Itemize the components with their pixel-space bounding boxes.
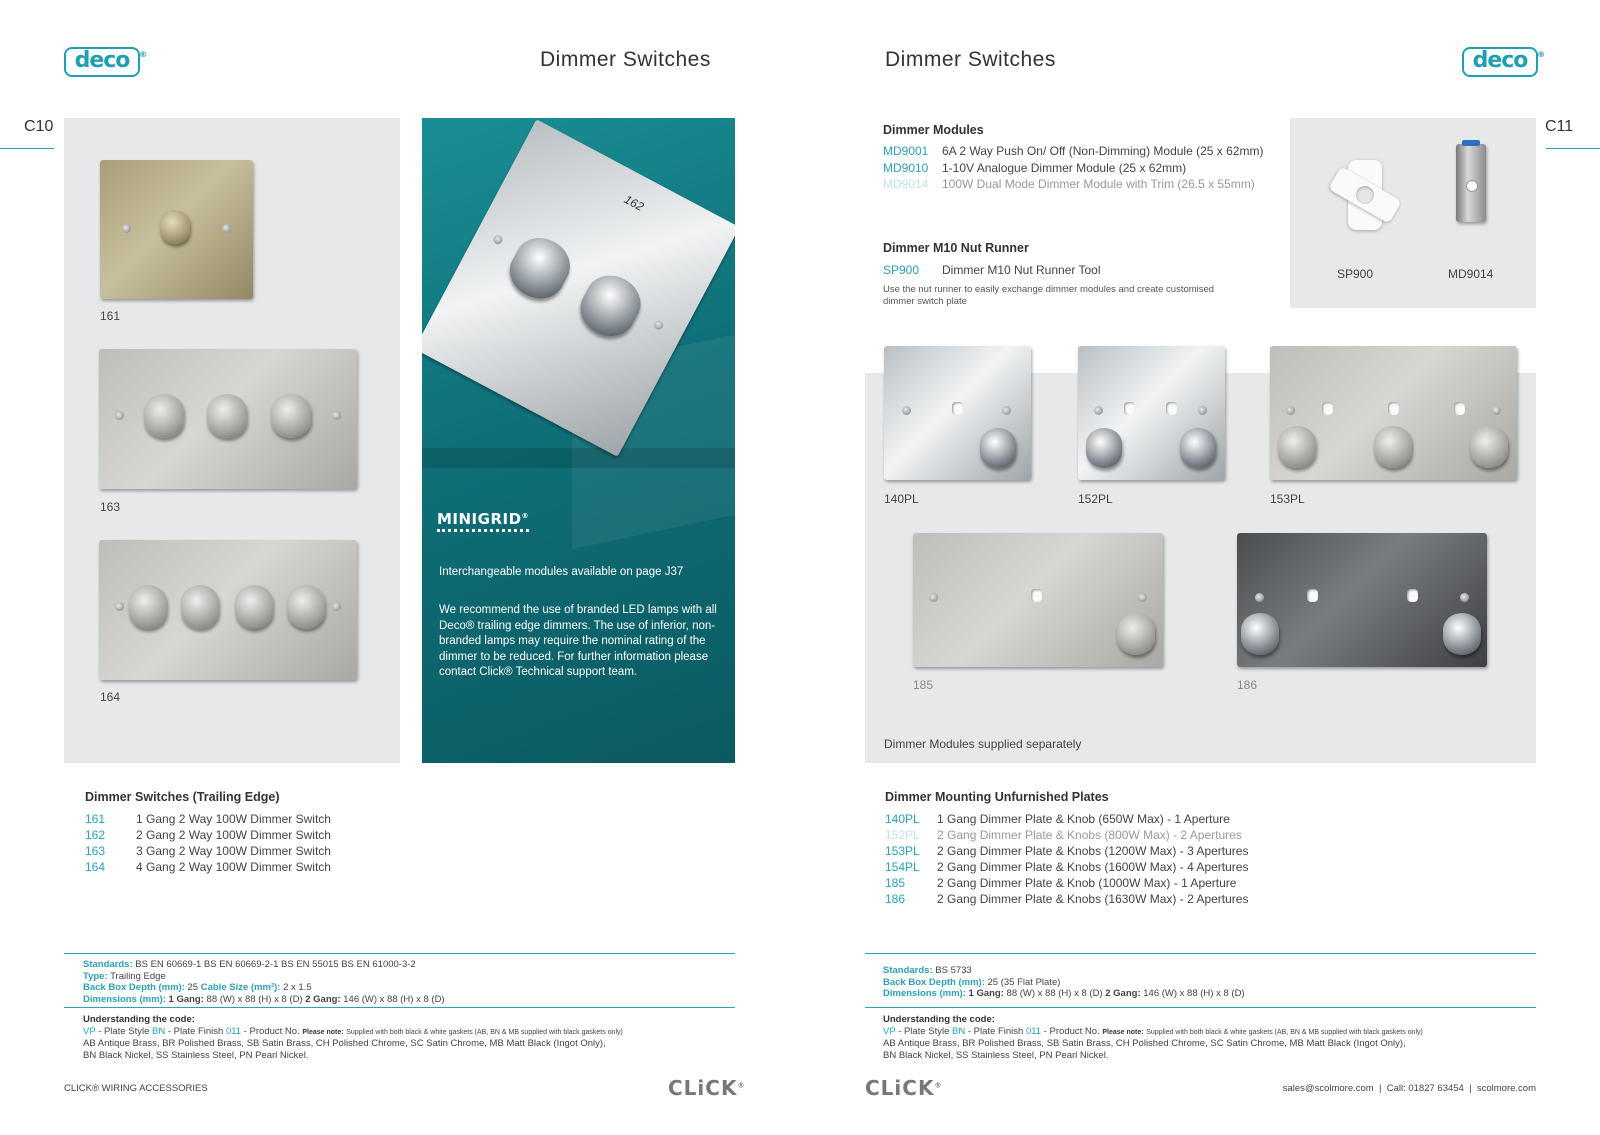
product-desc: 4 Gang 2 Way 100W Dimmer Switch (136, 860, 331, 874)
product-desc: 2 Gang 2 Way 100W Dimmer Switch (136, 828, 331, 842)
legend-title: Understanding the code: (83, 1014, 195, 1025)
knob-icon (980, 428, 1016, 468)
spec-rule-top-left (64, 953, 735, 954)
legend-code: VP (883, 1025, 896, 1037)
knob-icon (144, 394, 184, 438)
aperture-icon (1031, 589, 1042, 602)
product-code: 186 (885, 892, 906, 906)
product-row (885, 828, 1242, 842)
page-title-left: Dimmer Switches (540, 48, 711, 71)
knob-icon (1086, 428, 1122, 468)
screw-icon (1286, 406, 1295, 415)
minigrid-text: MINIGRID (437, 510, 522, 528)
spec-value: 2 x 1.5 (283, 982, 312, 993)
aperture-icon (1307, 589, 1318, 602)
legend-code: VP (83, 1025, 96, 1037)
product-desc: 1 Gang Dimmer Plate & Knob (650W Max) - 1 Aperture (937, 812, 1230, 826)
screw-icon (115, 602, 124, 611)
knob-icon (235, 585, 273, 629)
aperture-icon (1124, 402, 1135, 415)
screw-icon (332, 602, 341, 611)
legend-note: Supplied with both black & white gaskets (AB, BN & MB supplied with black gaskets only) (346, 1028, 623, 1036)
knob-icon (1470, 426, 1508, 468)
click-logo-left (668, 1076, 745, 1100)
product-desc: 2 Gang Dimmer Plate & Knobs (800W Max) - 2 Apertures (937, 828, 1242, 842)
legend-text: - Plate Finish (965, 1025, 1026, 1037)
caption-sp900: SP900 (1337, 267, 1374, 281)
minigrid-reg: ® (521, 512, 530, 520)
product-row (885, 876, 1236, 890)
code-legend-right (883, 1014, 1423, 1061)
product-image-161 (100, 160, 253, 299)
caption-185: 185 (913, 678, 934, 692)
spec-value: 146 (W) x 88 (H) x 8 (D) (343, 993, 445, 1005)
product-row (885, 812, 1230, 826)
page-number-right: C11 (1545, 118, 1574, 135)
spec-value: 25 (187, 982, 199, 993)
caption-152pl: 152PL (1078, 492, 1113, 506)
deco-logo-left (64, 47, 146, 77)
runner-title: Dimmer M10 Nut Runner (883, 241, 1029, 255)
legend-code: 011 (225, 1025, 242, 1037)
screw-icon (332, 411, 341, 420)
screw-icon (1094, 406, 1103, 415)
legend-finishes-2: BN Black Nickel, SS Stainless Steel, PN Pearl Nickel. (83, 1049, 309, 1061)
caption-153pl: 153PL (1270, 492, 1305, 506)
product-desc: 1-10V Analogue Dimmer Module (25 x 62mm) (942, 161, 1187, 175)
legend-note: Supplied with both black & white gaskets (AB, BN & MB supplied with black gaskets only) (1146, 1028, 1423, 1036)
product-code: 154PL (885, 860, 920, 874)
caption-md9014: MD9014 (1448, 267, 1494, 281)
screw-icon (929, 593, 938, 602)
screw-icon (115, 411, 124, 420)
screw-icon (1492, 406, 1501, 415)
spec-sublabel: 2 Gang: (1105, 988, 1141, 999)
spec-value: BS EN 60669-1 BS EN 60669-2-1 BS EN 55015 BS EN 61000-3-2 (135, 959, 416, 970)
product-image-185 (913, 533, 1163, 667)
product-desc: Dimmer M10 Nut Runner Tool (942, 263, 1101, 277)
legend-finishes-1: AB Antique Brass, BR Polished Brass, SB Satin Brass, CH Polished Chrome, SC Satin Chrome, MB Matt Black (Ingot Only), (883, 1038, 1406, 1049)
modules-panel (1290, 118, 1536, 308)
promo-panel (422, 118, 735, 763)
spec-block-right (883, 965, 1245, 1000)
knob-icon (287, 585, 325, 629)
product-image-153pl (1270, 346, 1517, 480)
product-image-163 (99, 349, 357, 489)
spec-value: 25 (35 Flat Plate) (987, 976, 1061, 988)
logo-text: deco (74, 48, 130, 73)
knob-icon (1374, 426, 1412, 468)
product-desc: 3 Gang 2 Way 100W Dimmer Switch (136, 844, 331, 858)
footer-left: CLICK® WIRING ACCESSORIES (64, 1083, 208, 1094)
product-desc: 2 Gang Dimmer Plate & Knobs (1200W Max) - 3 Apertures (937, 844, 1249, 858)
product-code: 162 (85, 828, 106, 842)
click-text: CLiCK (865, 1076, 935, 1100)
aperture-icon (1322, 402, 1333, 415)
legend-text: - Plate Style (895, 1025, 953, 1037)
product-desc: 6A 2 Way Push On/ Off (Non-Dimming) Module (25 x 62mm) (942, 144, 1264, 158)
page-rule-right (1546, 148, 1600, 149)
knob-icon (1117, 613, 1155, 655)
spec-label: Standards: (83, 959, 133, 970)
page-number-left: C10 (24, 118, 54, 135)
knob-icon (160, 210, 190, 244)
product-desc: 1 Gang 2 Way 100W Dimmer Switch (136, 812, 331, 826)
spec-block-left (83, 959, 445, 1005)
product-desc: 2 Gang Dimmer Plate & Knobs (1630W Max) - 2 Apertures (937, 892, 1249, 906)
product-code: MD9010 (883, 161, 929, 175)
product-desc: 2 Gang Dimmer Plate & Knob (1000W Max) - 1 Aperture (937, 876, 1237, 890)
spec-sublabel: 1 Gang: (968, 988, 1004, 999)
knob-icon (1180, 428, 1216, 468)
spec-label: Cable Size (mm²): (200, 982, 281, 993)
section-title-right: Dimmer Mounting Unfurnished Plates (885, 790, 1109, 804)
product-code: MD9014 (883, 177, 929, 191)
aperture-icon (1166, 402, 1177, 415)
knob-icon (271, 394, 311, 438)
click-reg: ® (737, 1081, 746, 1090)
legend-title: Understanding the code: (883, 1014, 995, 1025)
module-row (883, 177, 1255, 191)
product-code: SP900 (883, 263, 920, 277)
page-title-right: Dimmer Switches (885, 48, 1056, 71)
knob-icon (129, 585, 167, 629)
product-image-140pl (884, 346, 1031, 480)
product-row (885, 892, 1248, 906)
section-title-left: Dimmer Switches (Trailing Edge) (85, 790, 280, 804)
knob-icon (501, 229, 579, 308)
legend-text: - Product No. (1041, 1025, 1100, 1037)
product-code: 140PL (885, 812, 920, 826)
screw-icon (1255, 593, 1264, 602)
knob-icon (572, 266, 650, 345)
screw-icon (492, 234, 504, 246)
knob-icon (1278, 426, 1316, 468)
runner-note: Use the nut runner to easily exchange dimmer modules and create customised dimmer switch plate (883, 284, 1215, 307)
spec-value: BS 5733 (935, 965, 972, 976)
caption-161: 161 (100, 309, 121, 323)
runner-row (883, 263, 1101, 277)
caption-164: 164 (100, 690, 121, 704)
legend-note-label: Please note: (302, 1028, 344, 1036)
module-row (883, 161, 1186, 175)
product-code: 164 (85, 860, 106, 874)
spec-sublabel: 1 Gang: (168, 993, 204, 1005)
product-image-164 (99, 540, 357, 680)
modules-supplied-note: Dimmer Modules supplied separately (884, 737, 1082, 751)
page-rule-left (0, 148, 54, 149)
click-text: CLiCK (668, 1076, 738, 1100)
screw-icon (1198, 406, 1207, 415)
product-image-152pl (1078, 346, 1225, 480)
product-code: MD9001 (883, 144, 929, 158)
product-row (85, 844, 331, 858)
knob-icon (181, 585, 219, 629)
legend-text: - Plate Finish (165, 1025, 226, 1037)
spec-rule-bottom-left (64, 1007, 735, 1008)
legend-text: - Plate Style (95, 1025, 153, 1037)
spec-label: Back Box Depth (mm): (83, 982, 185, 993)
deco-logo-right (1462, 47, 1544, 77)
product-row (85, 812, 331, 826)
product-row (85, 860, 331, 874)
legend-text: - Product No. (241, 1025, 300, 1037)
screw-icon (222, 224, 231, 233)
aperture-icon (1454, 402, 1465, 415)
spec-rule-top-right (865, 953, 1536, 954)
product-code: 163 (85, 844, 106, 858)
spec-label: Type: (83, 970, 108, 982)
spec-sublabel: 2 Gang: (305, 993, 341, 1005)
module-row (883, 144, 1263, 158)
logo-reg: ® (1537, 50, 1544, 59)
promo-line-1: Interchangeable modules available on page J37 (439, 566, 684, 578)
product-code: 185 (885, 876, 906, 890)
spec-value: 88 (W) x 88 (H) x 8 (D) (1006, 988, 1103, 999)
promo-bg-shape (422, 448, 735, 468)
legend-note-label: Please note: (1102, 1028, 1144, 1036)
legend-code: BN (152, 1025, 166, 1037)
legend-code: BN (952, 1025, 966, 1037)
screw-icon (1460, 593, 1469, 602)
modules-title: Dimmer Modules (883, 123, 984, 137)
caption-140pl: 140PL (884, 492, 919, 506)
knob-icon (1443, 613, 1481, 655)
code-legend-left (83, 1014, 623, 1061)
spec-value: 146 (W) x 88 (H) x 8 (D) (1143, 988, 1245, 999)
logo-text: deco (1472, 48, 1528, 73)
screw-icon (653, 319, 665, 331)
spec-value: 88 (W) x 88 (H) x 8 (D) (206, 993, 303, 1005)
aperture-icon (952, 402, 963, 415)
product-image-186 (1237, 533, 1487, 667)
legend-finishes-2: BN Black Nickel, SS Stainless Steel, PN Pearl Nickel. (883, 1049, 1109, 1061)
logo-reg: ® (139, 50, 146, 59)
product-code: 153PL (885, 844, 920, 858)
screw-icon (902, 406, 911, 415)
product-desc: 100W Dual Mode Dimmer Module with Trim (26.5 x 55mm) (942, 177, 1255, 191)
spec-label: Dimensions (mm): (883, 988, 966, 999)
legend-finishes-1: AB Antique Brass, BR Polished Brass, SB Satin Brass, CH Polished Chrome, SC Satin Chrome, MB Matt Black (Ingot Only), (83, 1038, 606, 1049)
spec-label: Back Box Depth (mm): (883, 976, 985, 988)
caption-163: 163 (100, 500, 121, 514)
aperture-icon (1388, 402, 1399, 415)
caption-186: 186 (1237, 678, 1258, 692)
minigrid-logo (437, 510, 529, 532)
click-logo-right (865, 1076, 942, 1100)
spec-label: Dimensions (mm): (83, 993, 166, 1005)
nut-runner-image (1330, 160, 1400, 230)
plate-label-162: 162 (621, 192, 647, 214)
product-code: 161 (85, 812, 106, 826)
product-desc: 2 Gang Dimmer Plate & Knobs (1600W Max) - 4 Apertures (937, 860, 1249, 874)
spec-label: Standards: (883, 965, 933, 976)
screw-icon (1002, 406, 1011, 415)
product-code: 152PL (885, 828, 920, 842)
product-row (885, 860, 1248, 874)
aperture-icon (1407, 589, 1418, 602)
screw-icon (1138, 593, 1147, 602)
product-row (85, 828, 331, 842)
knob-icon (207, 394, 247, 438)
legend-code: 011 (1025, 1025, 1042, 1037)
spec-rule-bottom-right (865, 1007, 1536, 1008)
footer-contact: sales@scolmore.com | Call: 01827 63454 | scolmore.com (1282, 1083, 1536, 1094)
click-reg: ® (934, 1081, 943, 1090)
knob-icon (1241, 613, 1279, 655)
spec-value: Trailing Edge (110, 970, 166, 982)
promo-line-2: We recommend the use of branded LED lamps with all Deco® trailing edge dimmers. The use of inferior, non-branded lamps may require the nominal rating of the dimmer to be reduced. For further information please contact Click® Technical support team. (439, 604, 717, 678)
dimmer-module-image (1456, 144, 1486, 222)
product-row (885, 844, 1248, 858)
screw-icon (122, 224, 131, 233)
